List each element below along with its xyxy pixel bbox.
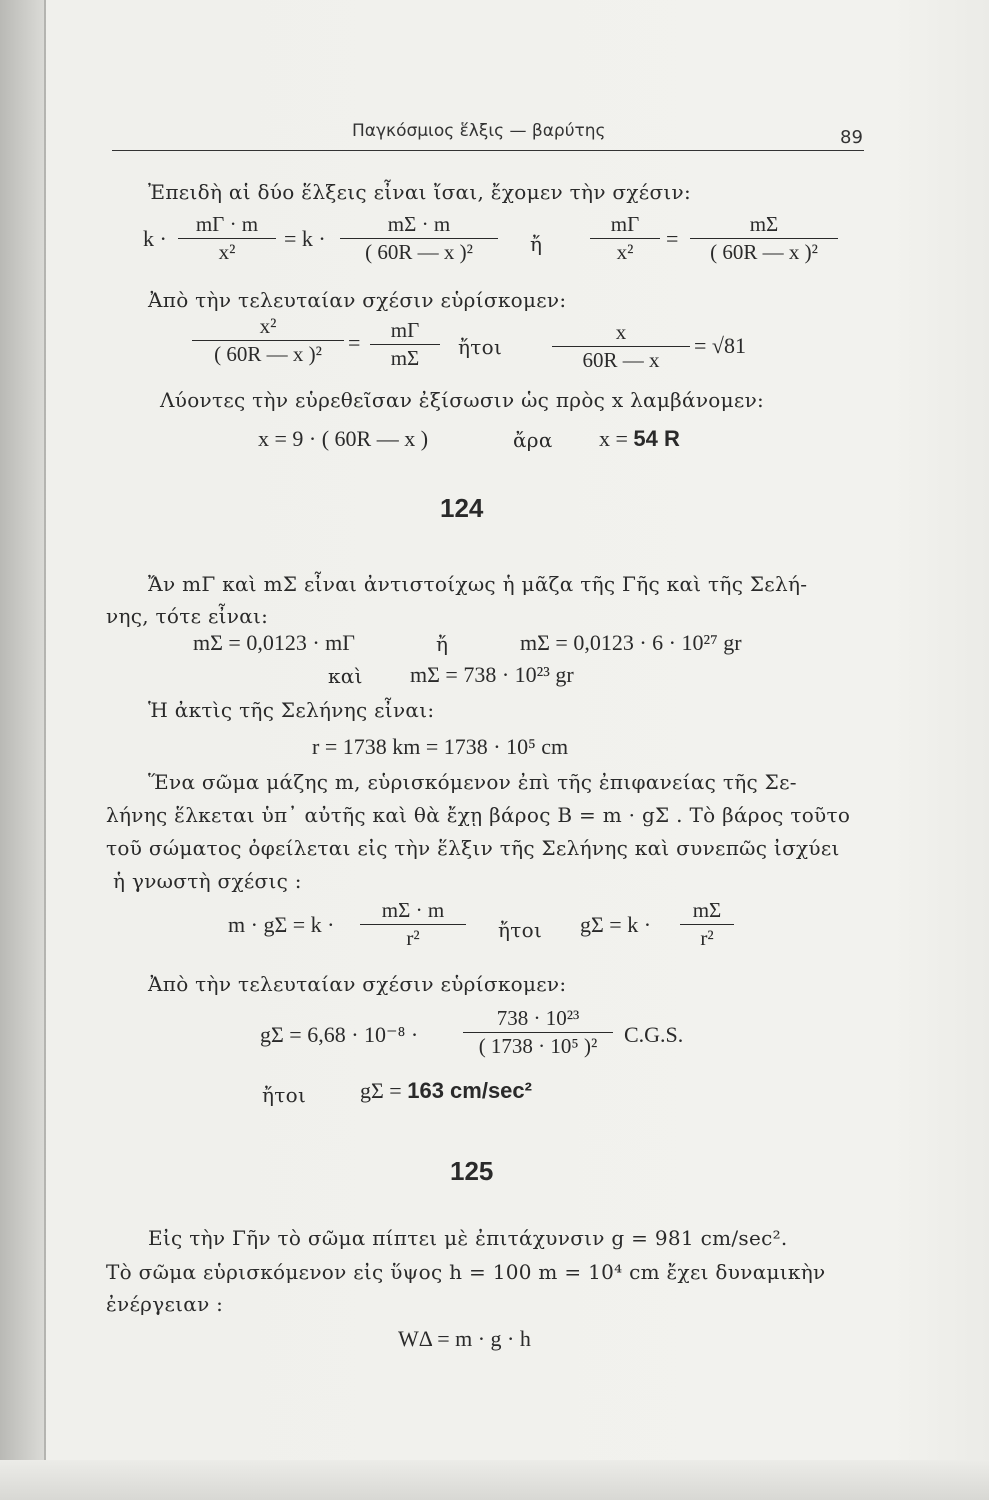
binding-line <box>44 0 46 1500</box>
s124-eq-c-itoi: ἤτοι <box>498 918 543 942</box>
eq3-right <box>599 426 680 452</box>
eq1-f3-denominator: x² <box>616 240 634 264</box>
s124-eq-d-fraction <box>463 1006 613 1059</box>
eq1-fraction-3 <box>590 212 660 265</box>
eq2-f3-numerator: x <box>552 320 690 347</box>
eq3-ara: ἄρα <box>513 428 553 452</box>
s124-p2-line3: τοῦ σώματος ὀφείλεται εἰς τὴν ἕλξιν τῆς Σελήνης καὶ συνεπῶς ἰσχύει <box>106 836 840 860</box>
eq1-fraction-1 <box>178 212 276 265</box>
from-last-relation-1: Ἀπὸ τὴν τελευταίαν σχέσιν εὑρίσκομεν: <box>148 288 567 312</box>
solving-line: Λύοντες τὴν εὑρεθεῖσαν ἐξίσωσιν ὡς πρὸς x λαμβάνομεν: <box>160 388 765 412</box>
s125-line2: Τὸ σῶμα εὑρισκόμενον εἰς ὕψος h = 100 m = 10⁴ cm ἔχει δυναμικὴν <box>106 1260 826 1284</box>
eq2-f3-denominator: 60R — x <box>582 348 660 372</box>
eq1-equals: = <box>666 226 679 251</box>
eq1-f2-denominator: ( 60R — x )² <box>365 240 473 264</box>
page-number: 89 <box>840 127 863 148</box>
eq1-f2-numerator: mΣ · m <box>340 212 498 239</box>
s124-p1-line1: Ἄν mΓ καὶ mΣ εἶναι ἀντιστοίχως ἡ μᾶζα τῆς Γῆς καὶ τῆς Σελή- <box>148 572 808 596</box>
eq1-or: ἤ <box>530 232 543 256</box>
s125-eq: WΔ = m · g · h <box>398 1326 531 1351</box>
s124-eq-c-fraction-2 <box>680 898 734 951</box>
s124-eq-b-kai: καὶ <box>328 664 363 688</box>
eq3-right-prefix: x = <box>599 426 628 451</box>
eq1-f4-numerator: mΣ <box>690 212 838 239</box>
eq1-f4-denominator: ( 60R — x )² <box>710 240 818 264</box>
eq2-f1-numerator: x² <box>192 314 344 341</box>
s124-p2-line1: Ἕνα σῶμα μάζης m, εὑρισκόμενον ἐπὶ τῆς ἐπιφανείας τῆς Σε- <box>148 770 797 794</box>
s124-eq-b: mΣ = 738 · 10²³ gr <box>410 662 574 687</box>
eq2-f2-denominator: mΣ <box>390 346 420 370</box>
eq1-f1-numerator: mΓ · m <box>178 212 276 239</box>
eq1-f3-numerator: mΓ <box>590 212 660 239</box>
eq2-itoi: ἤτοι <box>458 335 503 359</box>
s124-eq-d-numerator: 738 · 10²³ <box>463 1006 613 1033</box>
s124-from-last: Ἀπὸ τὴν τελευταίαν σχέσιν εὑρίσκομεν: <box>148 972 567 996</box>
s124-p2-line4: ἡ γνωστὴ σχέσις : <box>113 869 302 893</box>
s124-result-value: 163 cm/sec² <box>407 1078 532 1103</box>
page-left-edge <box>0 0 46 1500</box>
eq2-fraction-1 <box>192 314 344 367</box>
running-title: Παγκόσμιος ἕλξις — βαρύτης <box>352 121 606 141</box>
s124-eq-c-f2-denominator: r² <box>700 926 714 950</box>
s125-line1: Εἰς τὴν Γῆν τὸ σῶμα πίπτει μὲ ἐπιτάχυνσιν g = 981 cm/sec². <box>148 1226 788 1250</box>
eq1-equals-k: = k · <box>284 226 326 251</box>
s124-result <box>360 1078 532 1104</box>
s124-eq-d-denominator: ( 1738 · 10⁵ )² <box>478 1034 598 1058</box>
s124-eq-d-unit: C.G.S. <box>624 1022 684 1047</box>
s124-eq-d-left: gΣ = 6,68 · 10⁻⁸ · <box>260 1022 419 1047</box>
eq1-fraction-4 <box>690 212 838 265</box>
eq1-fraction-2 <box>340 212 498 265</box>
s124-p2-line2: λήνης ἕλκεται ὑπ᾿ αὐτῆς καὶ θὰ ἔχῃ βάρος B = m · gΣ . Τὸ βάρος τοῦτο <box>106 803 851 827</box>
s124-eq-c-left: m · gΣ = k · <box>228 912 335 937</box>
eq2-fraction-2 <box>370 318 440 371</box>
s124-result-prefix: gΣ = <box>360 1078 402 1103</box>
s124-eq-c-f1-numerator: mΣ · m <box>360 898 466 925</box>
intro-line: Ἐπειδὴ αἱ δύο ἕλξεις εἶναι ἴσαι, ἔχομεν τὴν σχέσιν: <box>148 180 692 204</box>
s124-p1-line2: νης, τότε εἶναι: <box>106 604 269 628</box>
eq2-f1-denominator: ( 60R — x )² <box>214 342 322 366</box>
page-bottom-edge <box>0 1460 989 1500</box>
section-number-124: 124 <box>440 493 484 523</box>
eq3-right-result: 54 R <box>633 426 680 451</box>
s125-line3: ἐνέργειαν : <box>106 1292 224 1316</box>
s124-eq-a-left: mΣ = 0,0123 · mΓ <box>193 630 355 655</box>
eq3-left: x = 9 · ( 60R — x ) <box>258 426 429 451</box>
s124-radius-intro: Ἡ ἀκτὶς τῆς Σελήνης εἶναι: <box>148 698 435 722</box>
section-number-125: 125 <box>450 1156 494 1186</box>
s124-eq-c-mid: gΣ = k · <box>580 912 652 937</box>
eq2-rhs-sqrt: = √81 <box>694 333 746 358</box>
s124-eq-c-fraction-1 <box>360 898 466 951</box>
eq2-equals: = <box>348 330 361 355</box>
s124-eq-a-right: mΣ = 0,0123 · 6 · 10²⁷ gr <box>520 630 742 655</box>
eq2-fraction-3 <box>552 320 690 373</box>
eq2-f2-numerator: mΓ <box>370 318 440 345</box>
s124-result-itoi: ἤτοι <box>262 1083 307 1107</box>
s124-eq-a-or: ἤ <box>436 632 449 656</box>
header-rule <box>112 150 864 151</box>
s124-eq-c-f1-denominator: r² <box>406 926 420 950</box>
eq1-f1-denominator: x² <box>218 240 236 264</box>
s124-radius-eq: r = 1738 km = 1738 · 10⁵ cm <box>312 734 569 759</box>
eq1-k: k · <box>143 226 167 251</box>
s124-eq-c-f2-numerator: mΣ <box>680 898 734 925</box>
